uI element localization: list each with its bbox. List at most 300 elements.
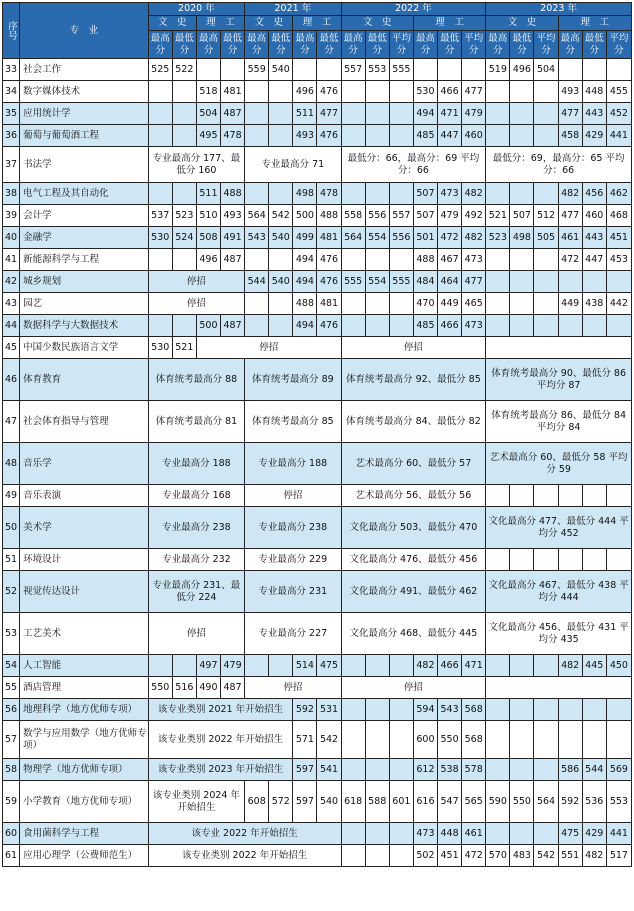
score-cell: 455 — [606, 81, 631, 103]
score-cell: 525 — [148, 59, 172, 81]
score-cell: 497 — [196, 655, 220, 677]
score-cell: 523 — [486, 227, 510, 249]
table-row — [3, 183, 632, 205]
score-cell: 565 — [462, 781, 486, 823]
score-cell: 553 — [606, 781, 631, 823]
score-cell — [172, 315, 196, 337]
score-cell: 476 — [317, 315, 341, 337]
score-cell — [269, 125, 293, 147]
score-cell: 551 — [558, 845, 582, 867]
score-cell — [510, 81, 534, 103]
score-cell: 476 — [317, 125, 341, 147]
row-number: 37 — [3, 147, 20, 183]
humanities-header: 文 史 — [148, 16, 196, 31]
score-cell — [269, 183, 293, 205]
major-name: 电气工程及其自动化 — [20, 183, 149, 205]
score-cell: 586 — [558, 759, 582, 781]
year-2023-header: 2023 年 — [486, 3, 632, 16]
row-number: 43 — [3, 293, 20, 315]
score-cell: 600 — [413, 721, 437, 759]
score-cell: 488 — [413, 249, 437, 271]
score-cell — [534, 823, 558, 845]
score-cell: 448 — [582, 81, 606, 103]
score-cell — [389, 759, 413, 781]
score-cell — [558, 485, 582, 507]
score-cell — [534, 103, 558, 125]
seq-header: 序号 — [3, 3, 20, 59]
score-cell: 460 — [582, 205, 606, 227]
score-cell: 540 — [269, 59, 293, 81]
score-cell: 448 — [438, 823, 462, 845]
score-cell — [389, 81, 413, 103]
score-cell: 557 — [389, 205, 413, 227]
major-name: 数字媒体技术 — [20, 81, 149, 103]
score-cell: 505 — [534, 227, 558, 249]
score-cell: 496 — [293, 81, 317, 103]
major-name: 新能源科学与工程 — [20, 249, 149, 271]
score-cell: 453 — [606, 249, 631, 271]
score-cell — [486, 655, 510, 677]
score-cell — [534, 759, 558, 781]
score-note: 最低分：66，最高分：69 平均分：66 — [341, 147, 486, 183]
score-cell: 487 — [221, 249, 245, 271]
score-cell — [148, 103, 172, 125]
score-cell: 554 — [365, 271, 389, 293]
table-row — [3, 759, 632, 781]
score-cell — [341, 759, 365, 781]
score-cell: 487 — [221, 677, 245, 699]
score-cell — [245, 125, 269, 147]
score-cell — [341, 823, 365, 845]
score-cell — [582, 485, 606, 507]
score-cell: 588 — [365, 781, 389, 823]
row-number: 42 — [3, 271, 20, 293]
score-cell — [341, 721, 365, 759]
row-number: 59 — [3, 781, 20, 823]
score-cell — [486, 271, 510, 293]
score-cell: 456 — [582, 183, 606, 205]
score-cell: 502 — [413, 845, 437, 867]
score-cell: 467 — [438, 249, 462, 271]
score-cell: 555 — [389, 59, 413, 81]
score-cell: 572 — [269, 781, 293, 823]
score-cell: 482 — [558, 183, 582, 205]
table-row — [3, 781, 632, 823]
score-note: 艺术最高分 60、最低分 57 — [341, 443, 486, 485]
score-cell: 578 — [462, 759, 486, 781]
admission-score-table — [2, 2, 632, 867]
score-cell — [341, 125, 365, 147]
score-cell: 543 — [245, 227, 269, 249]
row-number: 40 — [3, 227, 20, 249]
min-score-header: 最低分 — [438, 31, 462, 59]
score-cell: 450 — [606, 655, 631, 677]
score-cell: 462 — [606, 183, 631, 205]
score-cell: 592 — [558, 781, 582, 823]
year-2022-header: 2022 年 — [341, 3, 486, 16]
row-number: 33 — [3, 59, 20, 81]
major-name: 食用菌科学与工程 — [20, 823, 149, 845]
score-cell: 531 — [317, 699, 341, 721]
score-cell — [245, 249, 269, 271]
table-row — [3, 507, 632, 549]
score-cell: 471 — [462, 655, 486, 677]
row-number: 50 — [3, 507, 20, 549]
year-2021-header: 2021 年 — [245, 3, 341, 16]
major-name: 音乐学 — [20, 443, 149, 485]
score-cell — [245, 293, 269, 315]
table-row — [3, 721, 632, 759]
score-cell: 493 — [293, 125, 317, 147]
score-cell: 498 — [293, 183, 317, 205]
score-cell: 466 — [438, 81, 462, 103]
score-note: 文化最高分 468、最低分 445 — [341, 613, 486, 655]
score-note: 体育统考最高分 89 — [245, 359, 341, 401]
score-cell — [558, 549, 582, 571]
science-header: 理 工 — [558, 16, 631, 31]
row-number: 46 — [3, 359, 20, 401]
score-cell — [365, 103, 389, 125]
score-cell — [148, 183, 172, 205]
score-cell — [486, 103, 510, 125]
score-cell: 482 — [462, 183, 486, 205]
score-cell: 592 — [293, 699, 317, 721]
row-number: 60 — [3, 823, 20, 845]
row-number: 53 — [3, 613, 20, 655]
major-name: 物理学（地方优师专项） — [20, 759, 149, 781]
table-row — [3, 485, 632, 507]
score-cell — [486, 721, 510, 759]
major-header: 专 业 — [20, 3, 149, 59]
score-note: 体育统考最高分 81 — [148, 401, 244, 443]
score-note: 文化最高分 467、最低分 438 平均分 444 — [486, 571, 632, 613]
score-cell — [341, 699, 365, 721]
score-cell — [341, 81, 365, 103]
major-name: 美术学 — [20, 507, 149, 549]
score-cell — [389, 183, 413, 205]
score-cell: 530 — [148, 227, 172, 249]
score-note: 文化最高分 503、最低分 470 — [341, 507, 486, 549]
major-name: 会计学 — [20, 205, 149, 227]
score-cell: 543 — [438, 699, 462, 721]
score-cell: 488 — [221, 183, 245, 205]
score-cell — [510, 655, 534, 677]
row-number: 44 — [3, 315, 20, 337]
score-cell: 466 — [438, 315, 462, 337]
score-cell: 540 — [269, 271, 293, 293]
score-cell — [534, 699, 558, 721]
score-cell — [221, 59, 245, 81]
score-cell — [534, 485, 558, 507]
min-score-header: 最低分 — [317, 31, 341, 59]
score-cell: 559 — [245, 59, 269, 81]
score-cell: 494 — [293, 249, 317, 271]
score-note: 专业最高分 168 — [148, 485, 244, 507]
score-cell — [486, 485, 510, 507]
score-cell — [389, 823, 413, 845]
score-cell — [148, 315, 172, 337]
score-cell: 536 — [582, 781, 606, 823]
score-cell: 488 — [293, 293, 317, 315]
row-number: 54 — [3, 655, 20, 677]
row-number: 55 — [3, 677, 20, 699]
score-note: 最低分：69，最高分：65 平均分：66 — [486, 147, 632, 183]
score-cell — [317, 59, 341, 81]
table-row — [3, 205, 632, 227]
score-cell: 511 — [293, 103, 317, 125]
score-cell: 556 — [389, 227, 413, 249]
table-row — [3, 103, 632, 125]
major-name: 工艺美术 — [20, 613, 149, 655]
score-cell: 470 — [413, 293, 437, 315]
score-cell — [510, 549, 534, 571]
score-cell: 485 — [413, 125, 437, 147]
score-cell: 504 — [534, 59, 558, 81]
status-note: 停招 — [148, 271, 244, 293]
score-cell — [510, 293, 534, 315]
score-cell: 472 — [558, 249, 582, 271]
score-cell: 530 — [148, 337, 172, 359]
score-cell: 542 — [317, 721, 341, 759]
score-note: 文化最高分 491、最低分 462 — [341, 571, 486, 613]
score-cell: 537 — [148, 205, 172, 227]
min-score-header: 最低分 — [221, 31, 245, 59]
score-cell: 616 — [413, 781, 437, 823]
humanities-header: 文 史 — [486, 16, 558, 31]
score-cell: 557 — [341, 59, 365, 81]
score-cell: 473 — [462, 315, 486, 337]
score-cell: 458 — [558, 125, 582, 147]
score-cell — [582, 315, 606, 337]
score-cell — [486, 823, 510, 845]
min-score-header: 最低分 — [172, 31, 196, 59]
row-number: 35 — [3, 103, 20, 125]
score-cell — [510, 103, 534, 125]
major-name: 环境设计 — [20, 549, 149, 571]
score-cell: 472 — [462, 845, 486, 867]
score-cell — [341, 845, 365, 867]
score-cell: 441 — [606, 125, 631, 147]
score-cell: 498 — [510, 227, 534, 249]
score-cell — [365, 249, 389, 271]
score-cell — [582, 699, 606, 721]
score-cell: 492 — [462, 205, 486, 227]
score-cell: 443 — [582, 103, 606, 125]
score-cell — [172, 103, 196, 125]
score-cell — [534, 315, 558, 337]
table-row — [3, 293, 632, 315]
major-name: 社会体育指导与管理 — [20, 401, 149, 443]
min-score-header: 最低分 — [510, 31, 534, 59]
score-cell: 487 — [221, 103, 245, 125]
score-cell: 477 — [317, 103, 341, 125]
humanities-header: 文 史 — [341, 16, 413, 31]
score-note: 专业最高分 238 — [245, 507, 341, 549]
score-cell — [486, 549, 510, 571]
major-name: 金融学 — [20, 227, 149, 249]
score-cell: 488 — [317, 205, 341, 227]
major-name: 园艺 — [20, 293, 149, 315]
score-cell: 493 — [221, 205, 245, 227]
score-cell — [486, 81, 510, 103]
score-cell: 441 — [606, 823, 631, 845]
science-header: 理 工 — [196, 16, 244, 31]
table-row — [3, 359, 632, 401]
enrollment-note: 该专业类别 2024 年开始招生 — [148, 781, 244, 823]
score-cell: 476 — [317, 249, 341, 271]
score-cell — [606, 699, 631, 721]
score-cell — [413, 59, 437, 81]
score-cell — [365, 655, 389, 677]
row-number: 47 — [3, 401, 20, 443]
score-cell: 540 — [317, 781, 341, 823]
row-number: 61 — [3, 845, 20, 867]
major-name: 地理科学（地方优师专项） — [20, 699, 149, 721]
score-cell: 452 — [606, 103, 631, 125]
score-cell: 519 — [486, 59, 510, 81]
score-cell — [389, 103, 413, 125]
score-cell — [510, 699, 534, 721]
major-name: 人工智能 — [20, 655, 149, 677]
score-cell — [389, 721, 413, 759]
score-note: 体育统考最高分 88 — [148, 359, 244, 401]
row-number: 56 — [3, 699, 20, 721]
score-cell — [534, 249, 558, 271]
score-cell: 508 — [196, 227, 220, 249]
score-cell — [148, 81, 172, 103]
row-number: 41 — [3, 249, 20, 271]
row-number: 38 — [3, 183, 20, 205]
score-cell — [269, 249, 293, 271]
score-cell: 496 — [510, 59, 534, 81]
table-row — [3, 845, 632, 867]
score-note: 艺术最高分 60、最低分 58 平均分 59 — [486, 443, 632, 485]
score-cell: 473 — [413, 823, 437, 845]
max-score-header: 最高分 — [148, 31, 172, 59]
table-row — [3, 655, 632, 677]
score-cell — [365, 721, 389, 759]
score-cell — [172, 125, 196, 147]
score-note: 专业最高分 188 — [245, 443, 341, 485]
score-cell: 555 — [389, 271, 413, 293]
score-cell: 445 — [582, 655, 606, 677]
score-cell: 494 — [293, 271, 317, 293]
max-score-header: 最高分 — [413, 31, 437, 59]
enrollment-note: 该专业 2022 年开始招生 — [148, 823, 341, 845]
score-cell: 491 — [221, 227, 245, 249]
score-note: 专业最高分 232 — [148, 549, 244, 571]
score-cell: 550 — [438, 721, 462, 759]
score-cell: 507 — [413, 205, 437, 227]
score-cell: 530 — [413, 81, 437, 103]
max-score-header: 最高分 — [293, 31, 317, 59]
score-cell — [486, 677, 632, 699]
score-cell: 477 — [558, 205, 582, 227]
score-cell — [510, 823, 534, 845]
score-cell — [365, 315, 389, 337]
score-cell — [341, 655, 365, 677]
score-cell: 564 — [245, 205, 269, 227]
score-note: 文化最高分 476、最低分 456 — [341, 549, 486, 571]
score-cell — [172, 183, 196, 205]
score-cell: 447 — [438, 125, 462, 147]
status-note: 停招 — [148, 293, 244, 315]
score-cell — [365, 81, 389, 103]
score-cell: 475 — [317, 655, 341, 677]
score-cell: 471 — [438, 103, 462, 125]
score-note: 体育统考最高分 86、最低分 84 平均分 84 — [486, 401, 632, 443]
score-cell — [269, 315, 293, 337]
score-cell: 523 — [172, 205, 196, 227]
score-cell: 510 — [196, 205, 220, 227]
score-cell — [510, 271, 534, 293]
score-note: 体育统考最高分 85 — [245, 401, 341, 443]
score-cell: 451 — [438, 845, 462, 867]
major-name: 体育教育 — [20, 359, 149, 401]
score-cell — [269, 293, 293, 315]
score-cell: 550 — [148, 677, 172, 699]
score-cell: 553 — [365, 59, 389, 81]
score-cell — [534, 549, 558, 571]
score-cell: 482 — [462, 227, 486, 249]
score-cell: 516 — [172, 677, 196, 699]
score-cell: 476 — [317, 81, 341, 103]
score-cell: 481 — [317, 293, 341, 315]
major-name: 音乐表演 — [20, 485, 149, 507]
max-score-header: 最高分 — [486, 31, 510, 59]
score-note: 体育统考最高分 90、最低分 86 平均分 87 — [486, 359, 632, 401]
score-cell: 504 — [196, 103, 220, 125]
score-cell — [269, 655, 293, 677]
table-row — [3, 147, 632, 183]
score-note: 专业最高分 71 — [245, 147, 341, 183]
score-note: 文化最高分 477、最低分 444 平均分 452 — [486, 507, 632, 549]
table-row — [3, 613, 632, 655]
score-cell — [172, 249, 196, 271]
min-score-header: 最低分 — [365, 31, 389, 59]
score-cell: 460 — [462, 125, 486, 147]
score-cell — [486, 249, 510, 271]
score-cell — [606, 721, 631, 759]
major-name: 酒店管理 — [20, 677, 149, 699]
score-cell: 495 — [196, 125, 220, 147]
score-cell: 601 — [389, 781, 413, 823]
major-name: 葡萄与葡萄酒工程 — [20, 125, 149, 147]
score-cell: 514 — [293, 655, 317, 677]
score-cell: 556 — [365, 205, 389, 227]
score-cell: 468 — [606, 205, 631, 227]
score-cell: 449 — [558, 293, 582, 315]
score-cell: 482 — [413, 655, 437, 677]
score-note: 专业最高分 231、最低分 224 — [148, 571, 244, 613]
table-row — [3, 571, 632, 613]
score-cell: 521 — [486, 205, 510, 227]
score-cell: 541 — [317, 759, 341, 781]
score-cell — [606, 315, 631, 337]
score-cell: 479 — [221, 655, 245, 677]
score-cell: 477 — [462, 81, 486, 103]
science-header: 理 工 — [293, 16, 341, 31]
score-cell — [389, 845, 413, 867]
score-cell: 507 — [510, 205, 534, 227]
score-cell — [172, 655, 196, 677]
score-note: 专业最高分 177、最低分 160 — [148, 147, 244, 183]
score-cell — [606, 59, 631, 81]
score-cell — [534, 271, 558, 293]
score-cell: 494 — [293, 315, 317, 337]
status-note: 停招 — [341, 677, 486, 699]
score-cell — [341, 183, 365, 205]
